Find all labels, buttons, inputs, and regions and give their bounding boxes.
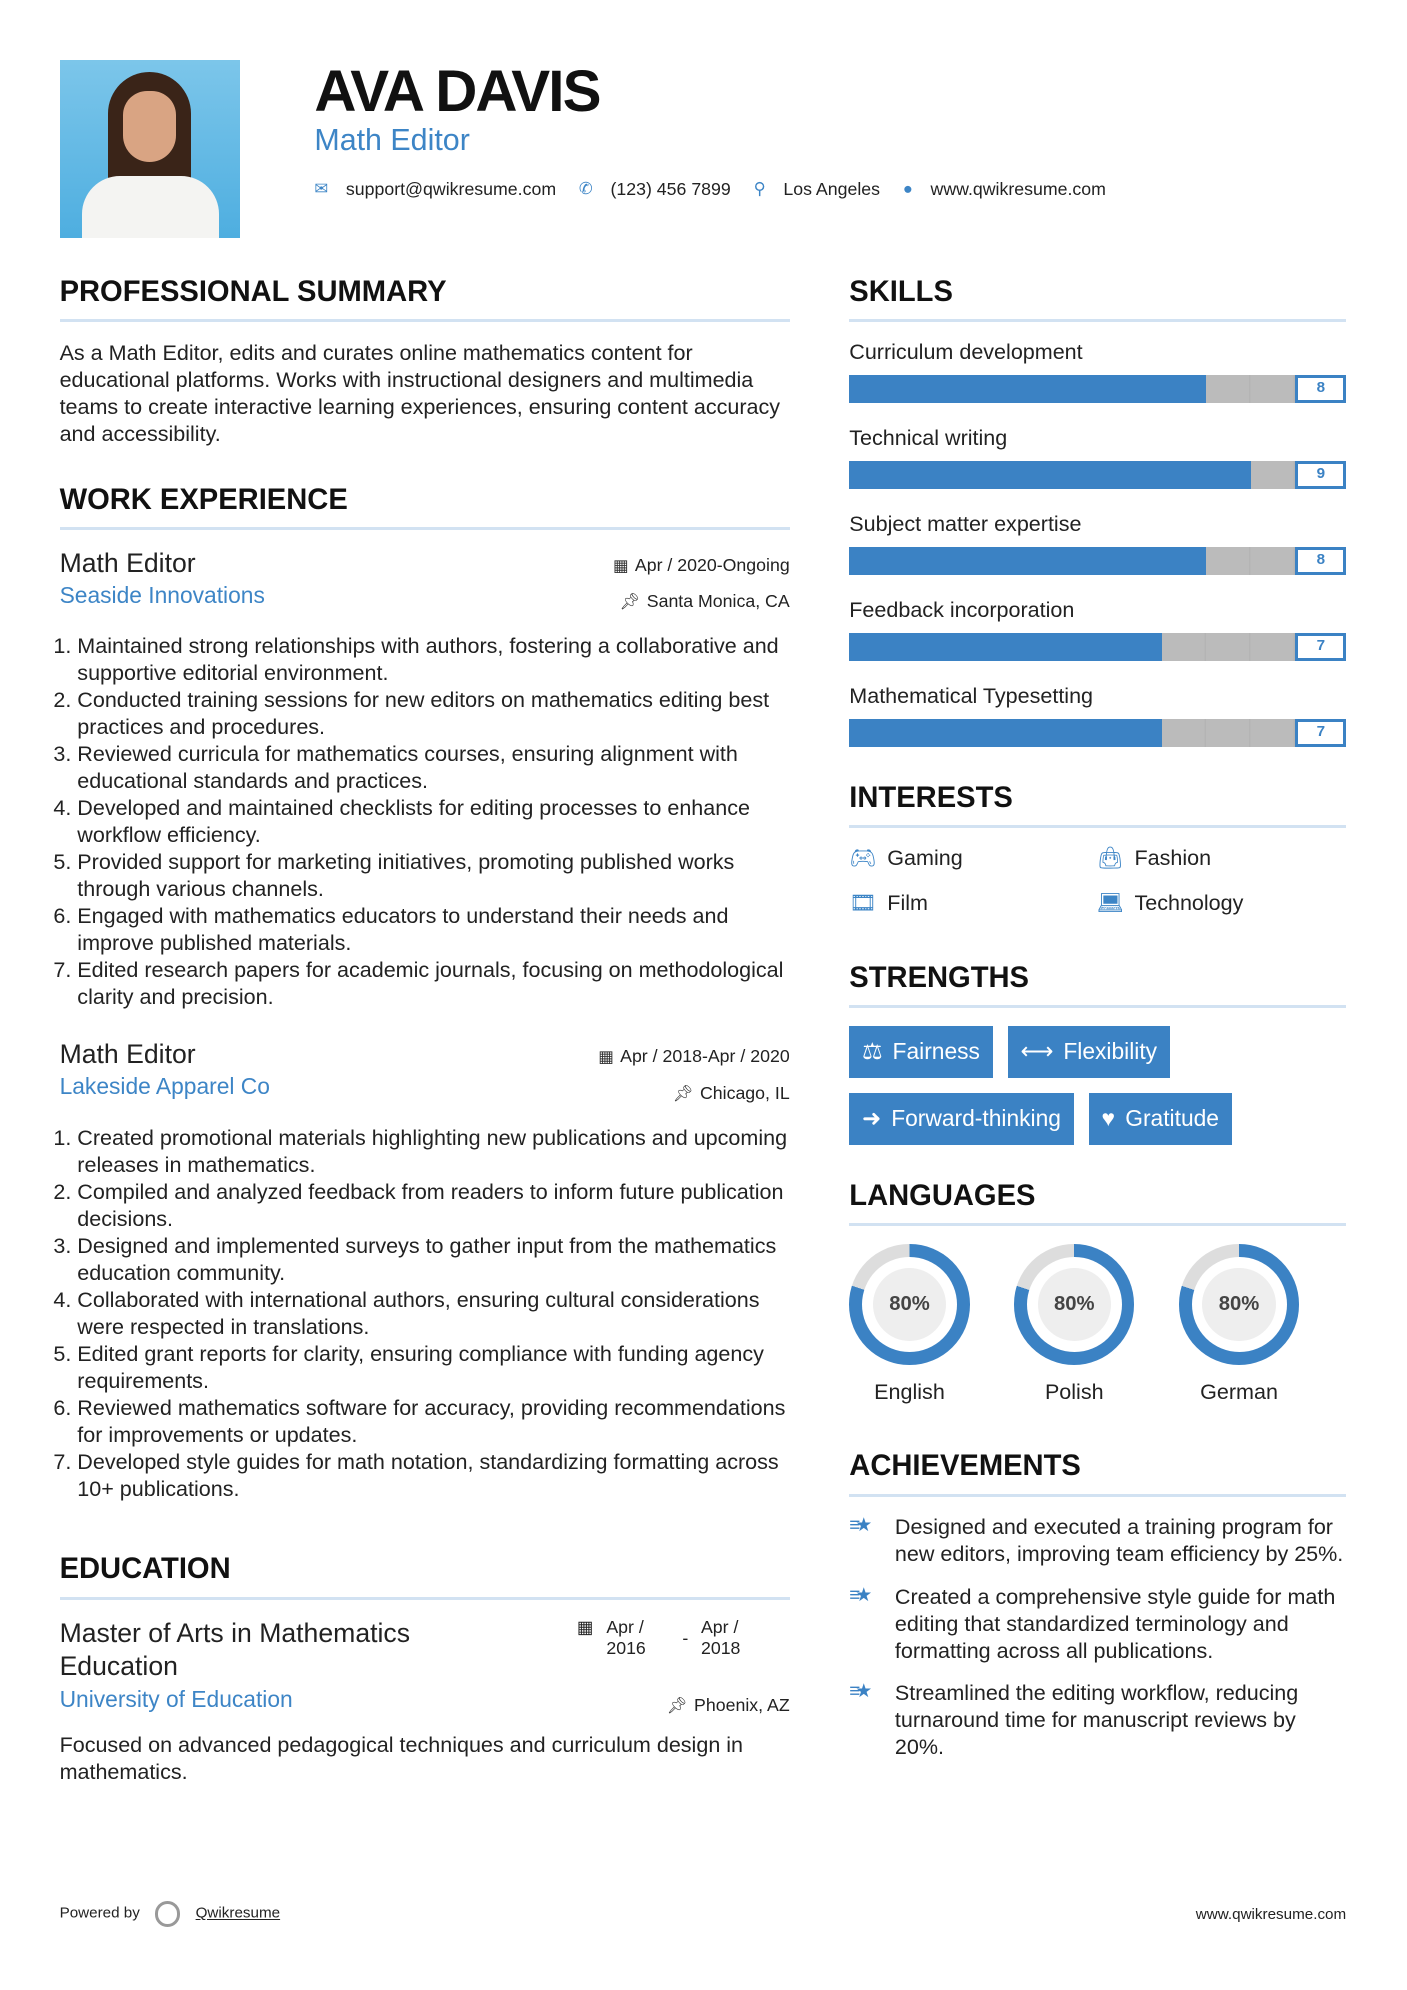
skill-fill [849,633,1161,661]
achievement-text: Streamlined the editing workflow, reducing turnaround time for manuscript reviews by 20%. [894,1680,1299,1759]
thumbtack-icon: 📌︎ [672,1084,694,1103]
brand-link[interactable]: Qwikresume [195,1905,281,1923]
section-heading: WORK EXPERIENCE [60,484,790,530]
language-donut [1014,1244,1134,1364]
job-entry [60,1039,790,1503]
language-item [1179,1244,1299,1405]
skill-bar [849,461,1346,489]
laptop-icon: 💻︎ [1096,891,1124,916]
powered-by: Powered by [59,1905,140,1923]
interest-item [849,891,1096,916]
skill-fill [849,375,1206,403]
job-dates: Apr / 2018-Apr / 2020 [620,1046,790,1067]
school: University of Education [59,1685,293,1712]
job-bullet: 7. Edited research papers for academic journals, focusing on methodological clarity and precision. [77,957,789,1011]
skill-value: 7 [1295,633,1346,661]
strength-label: Flexibility [1063,1038,1158,1065]
phone: (123) 456 7899 [610,178,731,199]
education-section [60,1553,790,1786]
skill-label: Curriculum development [849,340,1083,365]
language-percent: 80% [1202,1268,1276,1342]
job-title: Math Editor [59,547,196,578]
section-heading: EDUCATION [60,1553,790,1599]
arrows-h-icon: ⟷ [1020,1038,1054,1065]
gamepad-icon: 🎮︎ [849,845,877,870]
star-icon: ≡★ [849,1680,868,1702]
language-donut [1179,1244,1299,1364]
shopping-bag-icon: 👜︎ [1096,845,1124,870]
language-name: English [874,1379,945,1404]
language-item [1014,1244,1134,1405]
company: Lakeside Apparel Co [59,1073,270,1100]
skill-bar [849,375,1346,403]
section-heading: STRENGTHS [849,962,1346,1008]
job-bullet: 3. Designed and implemented surveys to gather input from the mathematics education community. [77,1233,789,1287]
achievement-item [849,1584,1346,1665]
candidate-name: AVA DAVIS [314,59,600,125]
thumbtack-icon: 📌︎ [666,1697,688,1716]
language-name: German [1200,1379,1278,1404]
heart-icon: ♥ [1101,1105,1116,1132]
job-bullet: 4. Collaborated with international authors, ensuring cultural considerations were respected in translations. [77,1287,789,1341]
summary-text: As a Math Editor, edits and curates online mathematics content for educational platforms. Works with instructional designers and multimedia teams to create interactive learning experiences, ensuring content accuracy and accessibility. [59,341,781,447]
job-entry [60,548,790,1012]
job-location: Chicago, IL [699,1082,790,1103]
strength-tag [1089,1093,1232,1145]
skill-label: Mathematical Typesetting [849,683,1094,708]
skill-item [849,512,1346,575]
achievement-text: Created a comprehensive style guide for math editing that standardized terminology and formatting across all publications. [894,1584,1336,1663]
skill-bar [849,547,1346,575]
skill-item [849,598,1346,661]
job-title: Math Editor [59,1039,196,1070]
location: Los Angeles [783,178,881,199]
website[interactable]: www.qwikresume.com [930,178,1106,199]
section-heading: PROFESSIONAL SUMMARY [60,276,790,322]
job-bullet: 4. Developed and maintained checklists for editing processes to enhance workflow efficiency. [77,795,789,849]
language-item [849,1244,969,1405]
section-heading: LANGUAGES [849,1180,1346,1226]
achievement-item [849,1680,1346,1761]
skill-fill [849,719,1161,747]
language-name: Polish [1044,1379,1104,1404]
degree: Master of Arts in Mathematics Education [59,1618,411,1682]
job-dates: Apr / 2020-Ongoing [634,554,790,575]
job-bullet: 7. Developed style guides for math notation, standardizing formatting across 10+ publications. [77,1449,789,1503]
language-donut [849,1244,969,1364]
skill-value: 8 [1295,375,1346,403]
envelope-icon: ✉ [314,180,329,199]
map-marker-icon: ⚲ [753,180,766,199]
edu-end: Apr / 2018 [700,1617,741,1658]
skill-bar [849,719,1346,747]
strength-label: Forward-thinking [891,1105,1061,1132]
skill-value: 7 [1295,719,1346,747]
job-bullet: 5. Provided support for marketing initiatives, promoting published works through various channels. [77,849,789,903]
qwikresume-logo-icon [155,1901,180,1926]
job-bullet: 6. Reviewed mathematics software for accuracy, providing recommendations for improvements or updates. [77,1395,789,1449]
star-icon: ≡★ [849,1515,868,1537]
candidate-title: Math Editor [314,122,470,157]
skill-fill [849,461,1251,489]
date-separator: - [682,1627,689,1648]
interest-label: Fashion [1134,845,1212,870]
section-heading: SKILLS [849,276,1346,322]
globe-icon: ● [902,179,913,198]
calendar-icon: ▦ [613,556,629,575]
footer-url[interactable]: www.qwikresume.com [1195,1905,1347,1923]
job-bullet: 1. Created promotional materials highlighting new publications and upcoming releases in mathematics. [77,1125,789,1179]
interest-item [1096,846,1343,871]
strengths-section [849,962,1346,1145]
thumbtack-icon: 📌︎ [619,593,641,612]
email[interactable]: support@qwikresume.com [345,178,557,199]
job-bullet: 3. Reviewed curricula for mathematics courses, ensuring alignment with educational standards and practices. [77,741,789,795]
phone-icon: ✆ [578,180,593,199]
interests-section [849,782,1346,916]
skill-label: Technical writing [849,426,1008,451]
skill-item [849,684,1346,747]
language-percent: 80% [1038,1268,1112,1342]
interest-label: Technology [1134,891,1244,916]
job-bullet: 2. Compiled and analyzed feedback from readers to inform future publication decisions. [77,1179,789,1233]
strength-tag [1008,1026,1170,1078]
achievement-text: Designed and executed a training program for new editors, improving team efficiency by 25%. [894,1515,1344,1567]
film-icon: 🎞︎ [849,891,877,916]
skill-label: Subject matter expertise [849,511,1082,536]
skill-item [849,426,1346,489]
skill-label: Feedback incorporation [849,597,1075,622]
skills-section [849,276,1346,746]
job-bullet: 1. Maintained strong relationships with authors, fostering a collaborative and supportive editorial environment. [77,633,789,687]
skill-fill [849,547,1206,575]
job-bullet: 2. Conducted training sessions for new editors on mathematics editing best practices and procedures. [77,687,789,741]
calendar-icon: ▦ [598,1048,614,1067]
balance-scale-icon: ⚖ [861,1038,883,1065]
strength-tag [849,1093,1073,1145]
strength-tag [849,1026,992,1078]
edu-start: Apr / 2016 [606,1617,646,1658]
achievements-section [849,1450,1346,1760]
profile-photo [60,60,240,239]
interest-label: Gaming [887,845,963,870]
star-icon: ≡★ [849,1584,868,1606]
contact-bar [314,179,1118,200]
skill-bar [849,633,1346,661]
skill-value: 8 [1295,547,1346,575]
calendar-icon: ▦ [576,1617,594,1638]
summary-section [60,276,790,448]
job-bullet: 6. Engaged with mathematics educators to understand their needs and improve published materials. [77,903,789,957]
interest-item [1096,891,1343,916]
edu-description: Focused on advanced pedagogical techniques and curriculum design in mathematics. [59,1733,744,1785]
section-heading: INTERESTS [849,782,1346,828]
skill-item [849,340,1346,403]
interest-item [849,846,1096,871]
strength-label: Gratitude [1125,1105,1219,1132]
job-bullet: 5. Edited grant reports for clarity, ensuring compliance with funding agency requirements. [77,1341,789,1395]
experience-section [60,484,790,1503]
interest-label: Film [887,891,928,916]
edu-location: Phoenix, AZ [694,1695,790,1716]
skill-value: 9 [1295,461,1346,489]
job-location: Santa Monica, CA [646,591,790,612]
language-percent: 80% [873,1268,947,1342]
section-heading: ACHIEVEMENTS [849,1450,1346,1496]
languages-section [849,1180,1346,1405]
footer [60,1901,1347,1926]
strength-label: Fairness [892,1038,980,1065]
arrow-right-icon: ➜ [861,1105,882,1132]
achievement-item [849,1514,1346,1568]
company: Seaside Innovations [59,581,265,608]
